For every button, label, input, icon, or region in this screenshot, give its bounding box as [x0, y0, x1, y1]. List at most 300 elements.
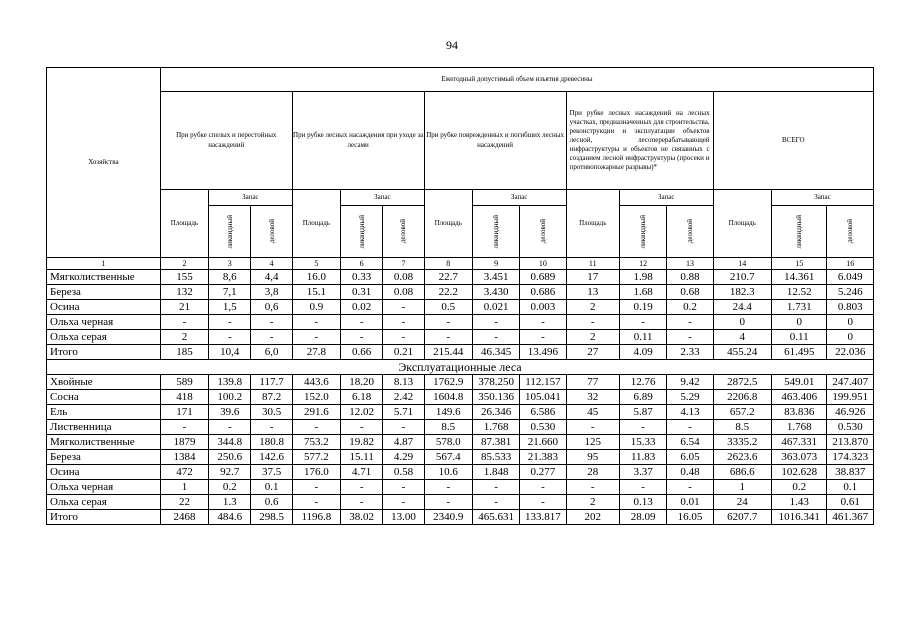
- table-cell: 350.136: [472, 390, 519, 405]
- farm-name-cell: Осина: [47, 300, 161, 315]
- table-cell: 171: [160, 405, 208, 420]
- table-cell: 363.073: [772, 450, 827, 465]
- table-cell: 215.44: [424, 345, 472, 360]
- table-cell: 28.09: [619, 510, 666, 525]
- table-cell: 0: [827, 315, 874, 330]
- table-cell: 657.2: [713, 405, 771, 420]
- table-cell: 87.2: [251, 390, 292, 405]
- area-header: Площадь: [566, 190, 619, 258]
- table-row: [47, 315, 874, 330]
- table-cell: 7: [383, 258, 424, 270]
- table-row: [47, 270, 874, 285]
- table-row: [47, 435, 874, 450]
- table-cell: 0.33: [341, 270, 383, 285]
- table-cell: 0.9: [292, 300, 340, 315]
- farm-name-cell: Мягколиственные: [47, 435, 161, 450]
- table-cell: 6,0: [251, 345, 292, 360]
- table-cell: 250.6: [209, 450, 251, 465]
- table-row: [47, 345, 874, 360]
- table-cell: 10: [520, 258, 566, 270]
- farm-name-cell: Хвойные: [47, 375, 161, 390]
- table-cell: 182.3: [713, 285, 771, 300]
- table-cell: 0.803: [827, 300, 874, 315]
- table-cell: 0.66: [341, 345, 383, 360]
- table-cell: 22.7: [424, 270, 472, 285]
- table-cell: 443.6: [292, 375, 340, 390]
- table-cell: -: [292, 420, 340, 435]
- table-cell: 38.837: [827, 465, 874, 480]
- table-cell: 2: [566, 495, 619, 510]
- table-cell: 0.61: [827, 495, 874, 510]
- liquid-header: ликвидный: [492, 214, 501, 249]
- table-cell: 3.451: [472, 270, 519, 285]
- table-cell: 15.33: [619, 435, 666, 450]
- table-cell: 0.2: [209, 480, 251, 495]
- table-cell: 0.02: [341, 300, 383, 315]
- table-cell: -: [667, 315, 713, 330]
- group-header-construction: При рубке лесных насаждений на лесных участках, предназначенных для строительства, реконструкции и эксплуатации объектов лесной, лесоперерабатывающей инфраструктуры и объектов не связанных с созданием лесной инфраструктуры (просеки и противопожарные разрывы)*: [566, 92, 713, 190]
- table-cell: 418: [160, 390, 208, 405]
- table-cell: 4.29: [383, 450, 424, 465]
- table-cell: 3: [209, 258, 251, 270]
- stock-header: Запас: [341, 190, 425, 206]
- farm-name-cell: Ольха серая: [47, 330, 161, 345]
- table-cell: 199.951: [827, 390, 874, 405]
- group-header-thinning: При рубке лесных насаждения при уходе за лесами: [292, 92, 424, 190]
- table-cell: -: [341, 420, 383, 435]
- table-cell: 484.6: [209, 510, 251, 525]
- farm-name-cell: Мягколиственные: [47, 270, 161, 285]
- table-cell: -: [520, 315, 566, 330]
- business-header: деловой: [685, 219, 694, 244]
- table-cell: 8,6: [209, 270, 251, 285]
- table-cell: 2468: [160, 510, 208, 525]
- table-cell: -: [383, 330, 424, 345]
- table-cell: 4: [713, 330, 771, 345]
- table-cell: 16.05: [667, 510, 713, 525]
- table-cell: 27: [566, 345, 619, 360]
- table-cell: 12.76: [619, 375, 666, 390]
- section-title: Эксплуатационные леса: [47, 360, 874, 375]
- table-cell: 0.277: [520, 465, 566, 480]
- farm-name-cell: Ольха черная: [47, 480, 161, 495]
- table-cell: 3.37: [619, 465, 666, 480]
- stock-header: Запас: [209, 190, 293, 206]
- table-cell: 291.6: [292, 405, 340, 420]
- table-cell: 0: [713, 315, 771, 330]
- table-cell: 22.2: [424, 285, 472, 300]
- table-cell: 0.01: [667, 495, 713, 510]
- table-cell: 16.0: [292, 270, 340, 285]
- table-cell: -: [667, 330, 713, 345]
- table-cell: 6.586: [520, 405, 566, 420]
- table-cell: 0.31: [341, 285, 383, 300]
- table-cell: 0.021: [472, 300, 519, 315]
- table-cell: 0,6: [251, 300, 292, 315]
- table-cell: 15.1: [292, 285, 340, 300]
- table-cell: 117.7: [251, 375, 292, 390]
- table-cell: 38.02: [341, 510, 383, 525]
- table-cell: 100.2: [209, 390, 251, 405]
- liquid-header: ликвидный: [357, 214, 366, 249]
- area-header: Площадь: [424, 190, 472, 258]
- table-cell: -: [383, 315, 424, 330]
- table-cell: 753.2: [292, 435, 340, 450]
- table-cell: 5.71: [383, 405, 424, 420]
- table-cell: 11: [566, 258, 619, 270]
- table-cell: 0.08: [383, 285, 424, 300]
- table-cell: 132: [160, 285, 208, 300]
- table-cell: 180.8: [251, 435, 292, 450]
- table-row: [47, 420, 874, 435]
- farm-name-cell: Береза: [47, 285, 161, 300]
- table-cell: 1.768: [772, 420, 827, 435]
- table-cell: -: [292, 315, 340, 330]
- table-cell: 133.817: [520, 510, 566, 525]
- page-number: 94: [446, 38, 458, 52]
- table-cell: 139.8: [209, 375, 251, 390]
- farm-name-cell: Сосна: [47, 390, 161, 405]
- table-cell: 155: [160, 270, 208, 285]
- table-cell: -: [520, 480, 566, 495]
- table-cell: 22.036: [827, 345, 874, 360]
- table-cell: 213.870: [827, 435, 874, 450]
- table-cell: 5.246: [827, 285, 874, 300]
- table-row: [47, 480, 874, 495]
- table-cell: -: [520, 495, 566, 510]
- table-cell: -: [160, 315, 208, 330]
- table-cell: -: [209, 315, 251, 330]
- table-cell: -: [251, 330, 292, 345]
- table-cell: 0.5: [424, 300, 472, 315]
- table-cell: 125: [566, 435, 619, 450]
- table-cell: 152.0: [292, 390, 340, 405]
- table-cell: 0.686: [520, 285, 566, 300]
- table-cell: 142.6: [251, 450, 292, 465]
- table-cell: -: [472, 480, 519, 495]
- farm-name-cell: Ольха серая: [47, 495, 161, 510]
- table-cell: 463.406: [772, 390, 827, 405]
- farm-name-cell: Ель: [47, 405, 161, 420]
- table-cell: -: [209, 420, 251, 435]
- table-cell: 577.2: [292, 450, 340, 465]
- table-cell: 589: [160, 375, 208, 390]
- table-cell: 2: [566, 330, 619, 345]
- farm-name-cell: Береза: [47, 450, 161, 465]
- table-cell: 37.5: [251, 465, 292, 480]
- harvest-volume-table: [46, 67, 874, 525]
- farm-header: Хозяйства: [47, 68, 161, 258]
- table-cell: 4.09: [619, 345, 666, 360]
- table-cell: 13: [667, 258, 713, 270]
- table-cell: 1.768: [472, 420, 519, 435]
- table-cell: -: [341, 315, 383, 330]
- table-cell: 17: [566, 270, 619, 285]
- group-header-total: ВСЕГО: [713, 92, 873, 190]
- table-cell: 210.7: [713, 270, 771, 285]
- table-cell: 1.3: [209, 495, 251, 510]
- table-cell: 0.11: [619, 330, 666, 345]
- table-cell: 2: [566, 300, 619, 315]
- table-cell: 1196.8: [292, 510, 340, 525]
- table-cell: 461.367: [827, 510, 874, 525]
- table-cell: 21: [160, 300, 208, 315]
- table-cell: 4,4: [251, 270, 292, 285]
- table-cell: 0.48: [667, 465, 713, 480]
- table-cell: -: [383, 300, 424, 315]
- table-cell: -: [424, 480, 472, 495]
- table-cell: 24: [713, 495, 771, 510]
- table-cell: -: [251, 420, 292, 435]
- table-row: [47, 300, 874, 315]
- area-header: Площадь: [160, 190, 208, 258]
- table-cell: 0.19: [619, 300, 666, 315]
- table-cell: 13: [566, 285, 619, 300]
- table-cell: 28: [566, 465, 619, 480]
- table-cell: 176.0: [292, 465, 340, 480]
- table-cell: -: [619, 480, 666, 495]
- table-cell: 1.731: [772, 300, 827, 315]
- table-cell: 1604.8: [424, 390, 472, 405]
- table-cell: 455.24: [713, 345, 771, 360]
- table-cell: 1: [160, 480, 208, 495]
- table-cell: -: [292, 330, 340, 345]
- table-cell: 5: [292, 258, 340, 270]
- table-cell: 6.54: [667, 435, 713, 450]
- table-cell: -: [566, 420, 619, 435]
- table-cell: 32: [566, 390, 619, 405]
- business-header: деловой: [846, 219, 855, 244]
- table-row: [47, 450, 874, 465]
- table-cell: 0.08: [383, 270, 424, 285]
- table-cell: 467.331: [772, 435, 827, 450]
- stock-header: Запас: [472, 190, 566, 206]
- table-cell: 112.157: [520, 375, 566, 390]
- table-cell: 6.89: [619, 390, 666, 405]
- table-cell: 8.5: [713, 420, 771, 435]
- area-header: Площадь: [713, 190, 771, 258]
- table-cell: 0.530: [520, 420, 566, 435]
- table-cell: 686.6: [713, 465, 771, 480]
- table-cell: -: [472, 495, 519, 510]
- business-header: деловой: [267, 219, 276, 244]
- table-cell: 2: [160, 330, 208, 345]
- table-cell: 549.01: [772, 375, 827, 390]
- table-cell: 9: [472, 258, 519, 270]
- farm-name-cell: Ольха черная: [47, 315, 161, 330]
- table-cell: 0.2: [667, 300, 713, 315]
- table-cell: 247.407: [827, 375, 874, 390]
- table-row: [47, 510, 874, 525]
- table-cell: 8: [424, 258, 472, 270]
- table-cell: 4.13: [667, 405, 713, 420]
- table-cell: 105.041: [520, 390, 566, 405]
- table-cell: 6207.7: [713, 510, 771, 525]
- table-cell: 87.381: [472, 435, 519, 450]
- table-cell: 92.7: [209, 465, 251, 480]
- table-cell: 0.21: [383, 345, 424, 360]
- table-cell: 0.530: [827, 420, 874, 435]
- table-cell: 30.5: [251, 405, 292, 420]
- table-cell: 0.003: [520, 300, 566, 315]
- table-cell: -: [383, 495, 424, 510]
- table-cell: 1: [47, 258, 161, 270]
- table-cell: -: [424, 315, 472, 330]
- table-cell: 3,8: [251, 285, 292, 300]
- table-cell: -: [292, 495, 340, 510]
- table-cell: 2.33: [667, 345, 713, 360]
- table-cell: 46.926: [827, 405, 874, 420]
- table-cell: 0.6: [251, 495, 292, 510]
- table-cell: 83.836: [772, 405, 827, 420]
- table-cell: 77: [566, 375, 619, 390]
- table-cell: 45: [566, 405, 619, 420]
- table-cell: 13.496: [520, 345, 566, 360]
- table-cell: 0: [772, 315, 827, 330]
- table-cell: 5.29: [667, 390, 713, 405]
- table-cell: 465.631: [472, 510, 519, 525]
- table-row: [47, 465, 874, 480]
- business-header: деловой: [399, 219, 408, 244]
- table-cell: 0: [827, 330, 874, 345]
- table-cell: 10,4: [209, 345, 251, 360]
- table-cell: 1,5: [209, 300, 251, 315]
- table-cell: 12.52: [772, 285, 827, 300]
- table-cell: -: [667, 480, 713, 495]
- table-cell: 11.83: [619, 450, 666, 465]
- table-cell: 578.0: [424, 435, 472, 450]
- table-cell: 0.11: [772, 330, 827, 345]
- stock-header: Запас: [772, 190, 874, 206]
- main-title: Ежегодный допустимый объем изъятия древесины: [160, 68, 873, 92]
- table-cell: 149.6: [424, 405, 472, 420]
- table-cell: 0.689: [520, 270, 566, 285]
- table-cell: -: [341, 480, 383, 495]
- table-cell: 1384: [160, 450, 208, 465]
- area-header: Площадь: [292, 190, 340, 258]
- table-row: [47, 405, 874, 420]
- table-cell: 102.628: [772, 465, 827, 480]
- table-cell: 185: [160, 345, 208, 360]
- table-cell: -: [292, 480, 340, 495]
- table-cell: 2.42: [383, 390, 424, 405]
- table-cell: 1: [713, 480, 771, 495]
- table-cell: 2340.9: [424, 510, 472, 525]
- table-cell: 202: [566, 510, 619, 525]
- table-cell: -: [209, 330, 251, 345]
- table-cell: 15: [772, 258, 827, 270]
- liquid-header: ликвидный: [795, 214, 804, 249]
- table-cell: 1016.341: [772, 510, 827, 525]
- table-cell: 85.533: [472, 450, 519, 465]
- table-cell: 7,1: [209, 285, 251, 300]
- table-cell: 2206.8: [713, 390, 771, 405]
- table-cell: 12.02: [341, 405, 383, 420]
- table-row: [47, 390, 874, 405]
- table-cell: 1.43: [772, 495, 827, 510]
- group-header-mature: При рубке спелых и перестойных насаждений: [160, 92, 292, 190]
- table-cell: -: [619, 315, 666, 330]
- table-cell: 21.660: [520, 435, 566, 450]
- table-cell: 18.20: [341, 375, 383, 390]
- table-cell: 344.8: [209, 435, 251, 450]
- farm-name-cell: Осина: [47, 465, 161, 480]
- table-cell: 21.383: [520, 450, 566, 465]
- table-cell: -: [251, 315, 292, 330]
- table-cell: 0.13: [619, 495, 666, 510]
- table-cell: -: [341, 330, 383, 345]
- table-cell: 10.6: [424, 465, 472, 480]
- table-cell: 298.5: [251, 510, 292, 525]
- table-cell: 6.05: [667, 450, 713, 465]
- table-cell: 8.13: [383, 375, 424, 390]
- table-cell: 4.87: [383, 435, 424, 450]
- table-cell: 472: [160, 465, 208, 480]
- table-cell: 95: [566, 450, 619, 465]
- table-cell: 5.87: [619, 405, 666, 420]
- table-cell: -: [520, 330, 566, 345]
- table-cell: 0.2: [772, 480, 827, 495]
- table-cell: 26.346: [472, 405, 519, 420]
- table-cell: 378.250: [472, 375, 519, 390]
- table-cell: 567.4: [424, 450, 472, 465]
- table-cell: -: [472, 315, 519, 330]
- table-cell: 8.5: [424, 420, 472, 435]
- table-cell: -: [383, 480, 424, 495]
- table-cell: 46.345: [472, 345, 519, 360]
- table-cell: 4: [251, 258, 292, 270]
- table-row: [47, 495, 874, 510]
- stock-header: Запас: [619, 190, 713, 206]
- table-cell: 0.68: [667, 285, 713, 300]
- table-cell: 1.98: [619, 270, 666, 285]
- table-cell: 61.495: [772, 345, 827, 360]
- table-cell: 2872.5: [713, 375, 771, 390]
- table-cell: -: [667, 420, 713, 435]
- table-cell: 6: [341, 258, 383, 270]
- table-cell: 0.1: [827, 480, 874, 495]
- table-cell: 0.1: [251, 480, 292, 495]
- table-cell: -: [424, 330, 472, 345]
- table-cell: 2: [160, 258, 208, 270]
- business-header: деловой: [538, 219, 547, 244]
- farm-name-cell: Итого: [47, 345, 161, 360]
- table-cell: 15.11: [341, 450, 383, 465]
- liquid-header: ликвидный: [225, 214, 234, 249]
- farm-name-cell: Итого: [47, 510, 161, 525]
- table-cell: 13.00: [383, 510, 424, 525]
- farm-name-cell: Лиственница: [47, 420, 161, 435]
- table-cell: 1879: [160, 435, 208, 450]
- table-cell: -: [472, 330, 519, 345]
- table-cell: 3.430: [472, 285, 519, 300]
- table-cell: 24.4: [713, 300, 771, 315]
- table-cell: 6.049: [827, 270, 874, 285]
- table-cell: -: [424, 495, 472, 510]
- table-cell: -: [619, 420, 666, 435]
- table-row: [47, 375, 874, 390]
- column-number-row: [47, 258, 874, 270]
- table-cell: 1762.9: [424, 375, 472, 390]
- group-header-damaged: При рубке поврежденных и погибших лесных насаждений: [424, 92, 566, 190]
- table-cell: 3335.2: [713, 435, 771, 450]
- table-row: [47, 285, 874, 300]
- table-cell: -: [160, 420, 208, 435]
- table-cell: 9.42: [667, 375, 713, 390]
- table-cell: 6.18: [341, 390, 383, 405]
- table-cell: 0.88: [667, 270, 713, 285]
- table-cell: 0.58: [383, 465, 424, 480]
